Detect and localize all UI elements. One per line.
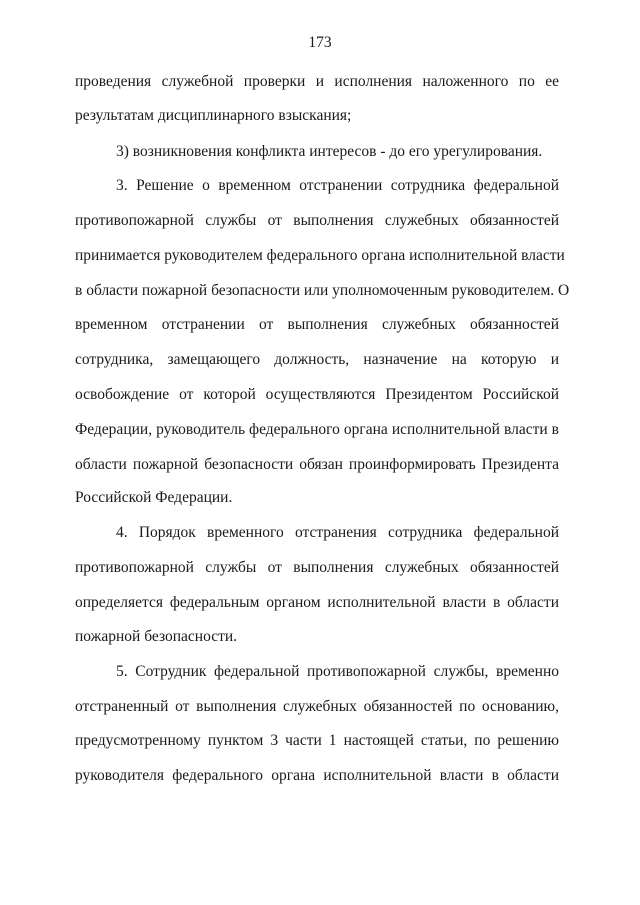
text-line: 3. Решение о временном отстранении сотрудника федеральной (116, 177, 559, 194)
text-line: 4. Порядок временного отстранения сотрудника федеральной (116, 524, 559, 541)
text-line: 5. Сотрудник федеральной противопожарной службы, временно (116, 663, 559, 680)
text-line: определяется федеральным органом исполнительной власти в области (75, 594, 559, 611)
text-line: Федерации, руководитель федерального органа исполнительной власти в (75, 421, 559, 438)
text-line: руководителя федерального органа исполнительной власти в области (75, 767, 559, 784)
text-line: 3) возникновения конфликта интересов - до его урегулирования. (116, 143, 543, 160)
text-line: области пожарной безопасности обязан проинформировать Президента (75, 456, 559, 473)
text-line: принимается руководителем федерального органа исполнительной власти (75, 247, 565, 264)
text-line: пожарной безопасности. (75, 628, 238, 645)
text-line: Российской Федерации. (75, 489, 233, 506)
text-line: результатам дисциплинарного взыскания; (75, 107, 352, 124)
text-line: в области пожарной безопасности или уполномоченным руководителем. О (75, 282, 570, 299)
text-line: сотрудника, замещающего должность, назначение на которую и (75, 351, 559, 368)
text-line: проведения служебной проверки и исполнения наложенного по ее (75, 73, 559, 90)
text-line: противопожарной службы от выполнения служебных обязанностей (75, 559, 559, 576)
text-line: предусмотренному пунктом 3 части 1 настоящей статьи, по решению (75, 732, 559, 749)
text-line: временном отстранении от выполнения служебных обязанностей (75, 316, 559, 333)
text-line: отстраненный от выполнения служебных обязанностей по основанию, (75, 698, 559, 715)
text-line: освобождение от которой осуществляются Президентом Российской (75, 386, 559, 403)
text-line: противопожарной службы от выполнения служебных обязанностей (75, 212, 559, 229)
page-number: 173 (308, 34, 332, 51)
